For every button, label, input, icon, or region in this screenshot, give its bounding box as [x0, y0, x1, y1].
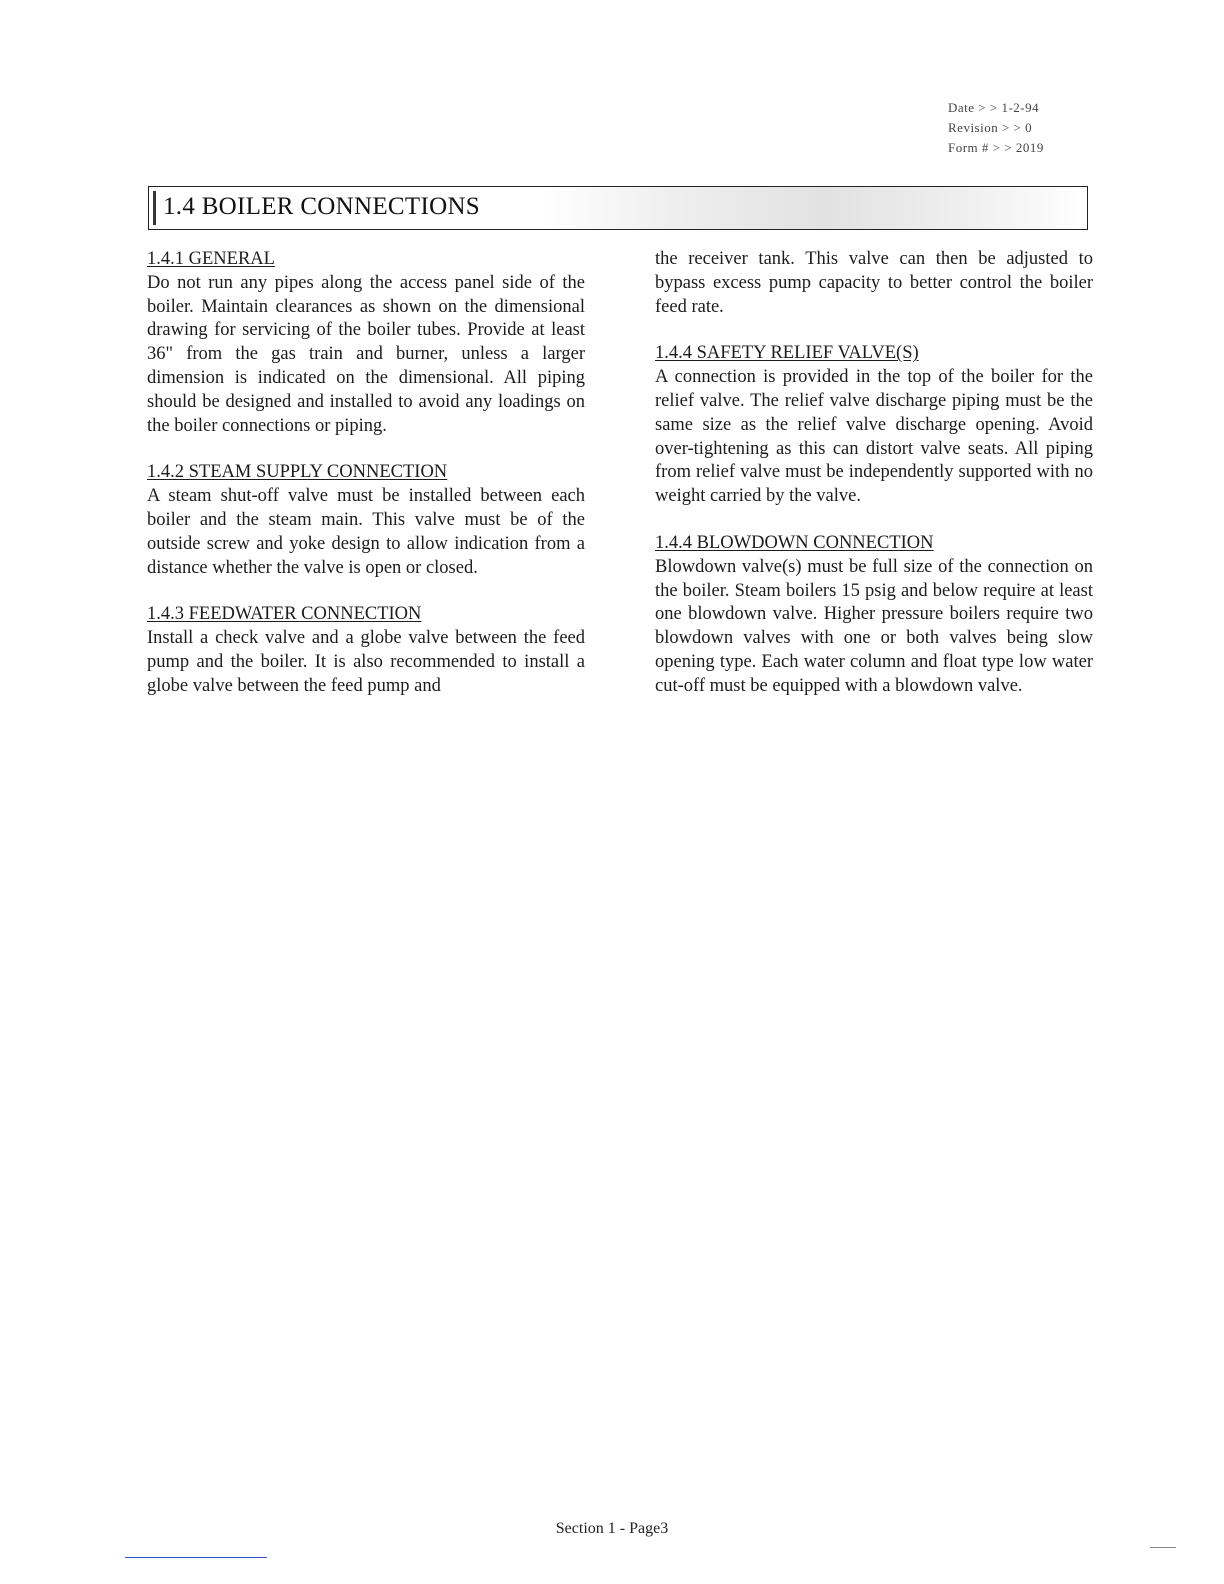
right-column: [655, 248, 1093, 722]
section-feedwater-continued: [655, 248, 1093, 319]
page-footer: Section 1 - Page3: [555, 1520, 669, 1537]
revision-line: Revision > > 0: [948, 120, 1033, 135]
date-line: Date > > 1-2-94: [948, 100, 1040, 115]
section-general: [147, 248, 585, 438]
safety-relief-text: A connection is provided in the top of the boiler for the relief valve. The relief valve discharge piping must be the same size as the relief valve discharge opening. Avoid over-tightening as this can distort valve seats. All piping from relief valve must be independently supported with no weight carried by the valve.: [655, 367, 1093, 507]
form-number-line: Form # > > 2019: [948, 140, 1044, 155]
blowdown-heading: 1.4.4 BLOWDOWN CONNECTION: [655, 532, 934, 553]
general-text: Do not run any pipes along the access panel side of the boiler. Maintain clearances as shown on the dimensional drawing for servicing of the boiler tubes. Provide at least 36" from the gas train and burner, unless a larger dimension is indicated on the dimensional. All piping should be designed and installed to avoid any loadings on the boiler connections or piping.: [147, 272, 585, 436]
left-column: [147, 248, 585, 722]
section-safety-relief: [655, 342, 1093, 509]
feedwater-continuation-text: the receiver tank. This valve can then be adjusted to bypass excess pump capacity to better control the boiler feed rate.: [655, 249, 1093, 317]
section-blowdown: [655, 532, 1093, 699]
scan-underline-mark: [125, 1557, 267, 1558]
blowdown-text: Blowdown valve(s) must be full size of the connection on the boiler. Steam boilers 15 psig and below require at least one blowdown valve. Higher pressure boilers require two blowdown valves with one or both valves being slow opening type. Each water column and float type low water cut-off must be equipped with a blowdown valve.: [655, 556, 1093, 696]
document-meta: [948, 98, 1044, 158]
section-feedwater: [147, 603, 585, 698]
feedwater-text: Install a check valve and a globe valve between the feed pump and the boiler. It is also recommended to install a globe valve between the feed pump and: [147, 628, 585, 696]
feedwater-heading: 1.4.3 FEEDWATER CONNECTION: [147, 604, 422, 625]
section-header-box: [148, 186, 1088, 230]
steam-supply-text: A steam shut-off valve must be installed between each boiler and the steam main. This valve must be of the outside screw and yoke design to allow indication from a distance whether the valve is open or closed.: [147, 486, 585, 578]
general-heading: 1.4.1 GENERAL: [147, 249, 275, 269]
section-title: 1.4 BOILER CONNECTIONS: [163, 193, 481, 220]
steam-supply-heading: 1.4.2 STEAM SUPPLY CONNECTION: [147, 462, 448, 483]
section-steam-supply: [147, 461, 585, 580]
scan-artifact-mark: [1150, 1547, 1176, 1548]
safety-relief-heading: 1.4.4 SAFETY RELIEF VALVE(S): [655, 343, 919, 364]
